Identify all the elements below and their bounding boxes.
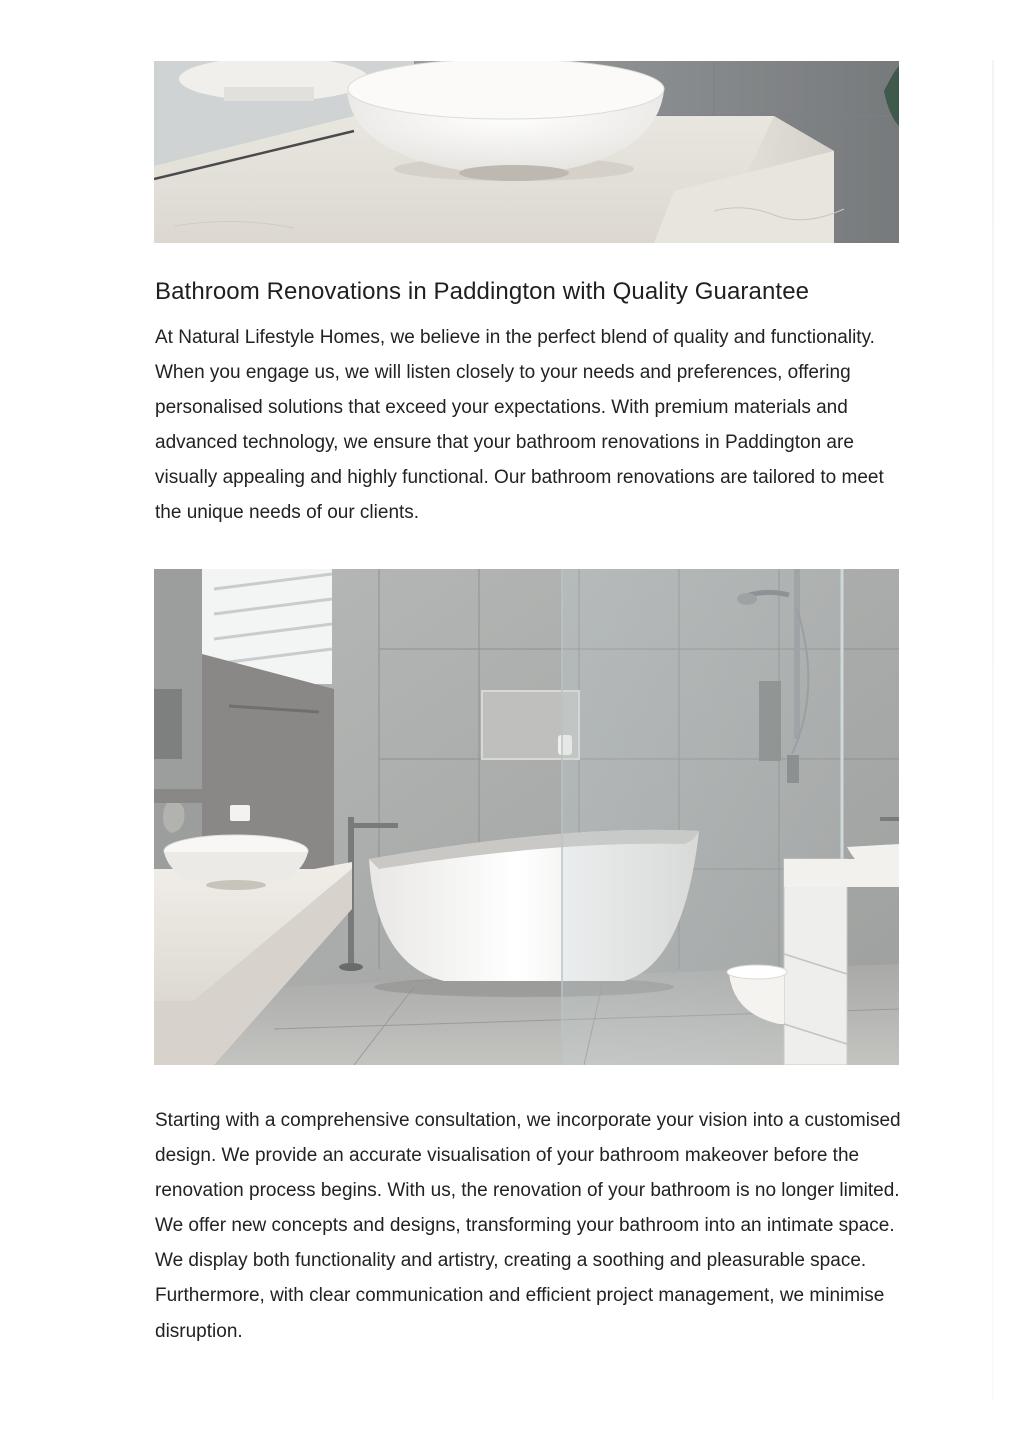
page-edge-shadow bbox=[992, 60, 994, 1400]
vanity-basin-photo bbox=[154, 61, 899, 243]
intro-paragraph: At Natural Lifestyle Homes, we believe in the perfect blend of quality and functionality. When you engage us, we will listen closely to your needs and preferences, offering personalised solutions that exceed your expectations. With premium materials and advanced technology, we ensure that your bathroom renovations in Paddington are visually appealing and highly functional. Our bathroom renovations are tailored to meet the unique needs of our clients. bbox=[155, 327, 884, 524]
process-paragraph: Starting with a comprehensive consultation, we incorporate your vision into a customised design. We provide an accurate visualisation of your bathroom makeover before the renovation process begins. With us, the renovation of your bathroom is no longer limited. We offer new concepts and designs, transforming your bathroom into an intimate space. We display both functionality and artistry, creating a soothing and pleasurable space. Furthermore, with clear communication and efficient project management, we minimise disruption. bbox=[155, 1110, 901, 1342]
section-title: Bathroom Renovations in Paddington with Quality Guarantee bbox=[155, 278, 810, 305]
freestanding-bathtub-photo bbox=[154, 569, 899, 1065]
